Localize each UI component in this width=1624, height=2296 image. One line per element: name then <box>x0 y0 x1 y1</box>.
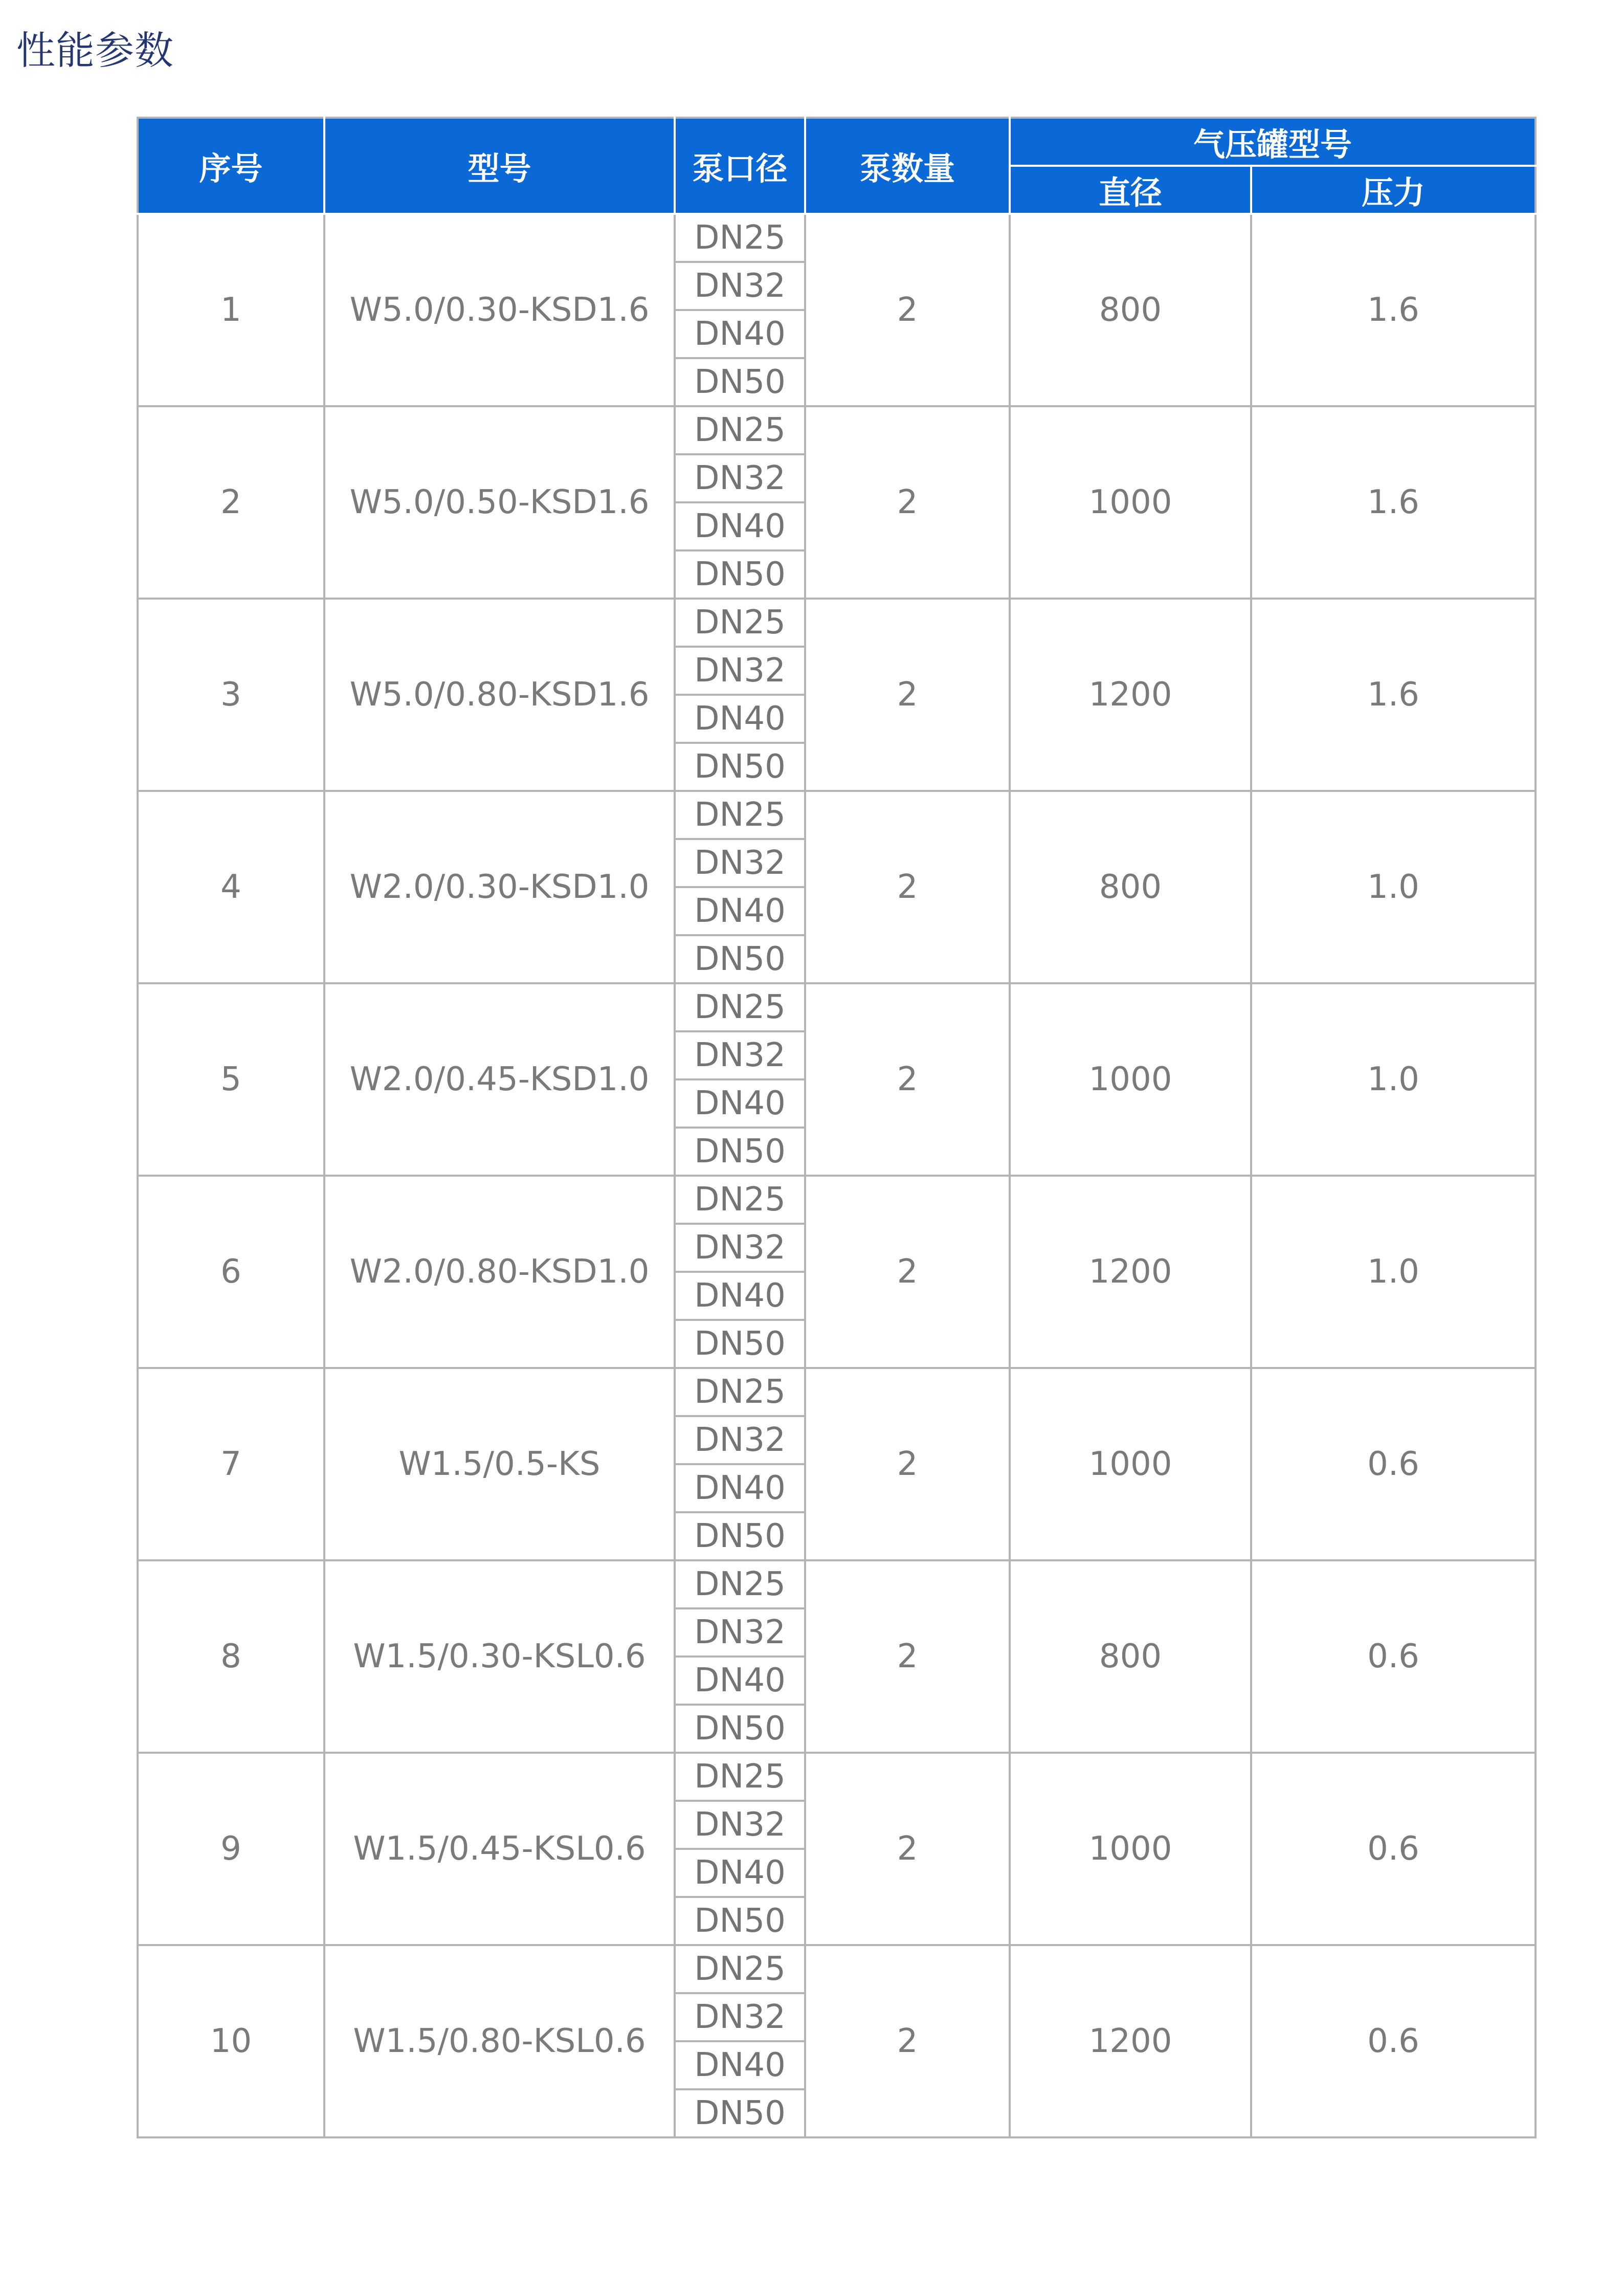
cell-index: 9 <box>138 1753 324 1945</box>
cell-pump-count: 2 <box>805 1945 1010 2137</box>
cell-tank-pressure: 0.6 <box>1251 1368 1536 1560</box>
cell-pump-outlet: DN32 <box>675 1993 805 2041</box>
page-title: 性能参数 <box>16 28 174 73</box>
cell-pump-outlet: DN50 <box>675 1320 805 1368</box>
cell-pump-count: 2 <box>805 1753 1010 1945</box>
cell-pump-outlet: DN40 <box>675 1657 805 1705</box>
cell-pump-count: 2 <box>805 983 1010 1176</box>
cell-pump-outlet: DN25 <box>675 1560 805 1608</box>
cell-pump-count: 2 <box>805 406 1010 599</box>
table-row <box>138 791 1536 839</box>
cell-model: W2.0/0.30-KSD1.0 <box>324 791 675 983</box>
cell-tank-diameter: 800 <box>1010 791 1251 983</box>
cell-pump-outlet: DN25 <box>675 791 805 839</box>
cell-pump-outlet: DN40 <box>675 1849 805 1897</box>
cell-pump-outlet: DN32 <box>675 1031 805 1079</box>
cell-tank-diameter: 1000 <box>1010 1753 1251 1945</box>
header-tank-pressure: 压力 <box>1251 166 1536 214</box>
cell-tank-pressure: 1.6 <box>1251 214 1536 406</box>
cell-pump-outlet: DN40 <box>675 1079 805 1128</box>
cell-index: 3 <box>138 599 324 791</box>
cell-model: W1.5/0.5-KS <box>324 1368 675 1560</box>
cell-pump-outlet: DN50 <box>675 935 805 983</box>
cell-pump-count: 2 <box>805 1368 1010 1560</box>
cell-pump-outlet: DN32 <box>675 1416 805 1464</box>
cell-pump-outlet: DN32 <box>675 1801 805 1849</box>
cell-tank-pressure: 1.0 <box>1251 791 1536 983</box>
cell-pump-outlet: DN40 <box>675 2041 805 2089</box>
cell-pump-outlet: DN40 <box>675 695 805 743</box>
header-tank-group: 气压罐型号 <box>1010 118 1536 166</box>
cell-model: W1.5/0.80-KSL0.6 <box>324 1945 675 2137</box>
cell-pump-outlet: DN50 <box>675 743 805 791</box>
table-row <box>138 599 1536 647</box>
cell-tank-diameter: 800 <box>1010 214 1251 406</box>
cell-pump-outlet: DN50 <box>675 1512 805 1560</box>
cell-pump-outlet: DN32 <box>675 1224 805 1272</box>
cell-model: W5.0/0.80-KSD1.6 <box>324 599 675 791</box>
cell-model: W1.5/0.30-KSL0.6 <box>324 1560 675 1753</box>
table-row <box>138 1753 1536 1801</box>
cell-pump-outlet: DN50 <box>675 1897 805 1945</box>
cell-tank-diameter: 800 <box>1010 1560 1251 1753</box>
cell-model: W1.5/0.45-KSL0.6 <box>324 1753 675 1945</box>
performance-table <box>137 117 1537 2138</box>
cell-pump-outlet: DN50 <box>675 358 805 406</box>
cell-pump-outlet: DN40 <box>675 502 805 550</box>
cell-pump-count: 2 <box>805 791 1010 983</box>
cell-pump-count: 2 <box>805 214 1010 406</box>
cell-pump-outlet: DN25 <box>675 1945 805 1993</box>
table-row <box>138 1176 1536 1224</box>
cell-pump-outlet: DN40 <box>675 1464 805 1512</box>
cell-pump-outlet: DN40 <box>675 1272 805 1320</box>
cell-pump-count: 2 <box>805 1176 1010 1368</box>
table-header <box>138 118 1536 214</box>
cell-model: W2.0/0.45-KSD1.0 <box>324 983 675 1176</box>
cell-pump-outlet: DN50 <box>675 1705 805 1753</box>
cell-pump-outlet: DN25 <box>675 1368 805 1416</box>
cell-pump-outlet: DN32 <box>675 262 805 310</box>
cell-pump-count: 2 <box>805 599 1010 791</box>
cell-index: 6 <box>138 1176 324 1368</box>
cell-index: 8 <box>138 1560 324 1753</box>
cell-tank-pressure: 1.0 <box>1251 983 1536 1176</box>
cell-pump-outlet: DN32 <box>675 647 805 695</box>
cell-pump-outlet: DN25 <box>675 406 805 454</box>
header-pump-outlet: 泵口径 <box>675 118 805 214</box>
cell-index: 2 <box>138 406 324 599</box>
table-row <box>138 1945 1536 1993</box>
cell-tank-pressure: 1.6 <box>1251 599 1536 791</box>
cell-tank-pressure: 0.6 <box>1251 1945 1536 2137</box>
cell-pump-outlet: DN50 <box>675 1128 805 1176</box>
cell-pump-outlet: DN25 <box>675 1176 805 1224</box>
table-row <box>138 1368 1536 1416</box>
header-pump-count: 泵数量 <box>805 118 1010 214</box>
cell-index: 5 <box>138 983 324 1176</box>
header-index: 序号 <box>138 118 324 214</box>
cell-pump-outlet: DN32 <box>675 454 805 502</box>
table-body <box>138 214 1536 2137</box>
cell-pump-count: 2 <box>805 1560 1010 1753</box>
table-row <box>138 1560 1536 1608</box>
table-row <box>138 406 1536 454</box>
cell-model: W5.0/0.30-KSD1.6 <box>324 214 675 406</box>
cell-pump-outlet: DN25 <box>675 983 805 1031</box>
cell-index: 7 <box>138 1368 324 1560</box>
cell-tank-diameter: 1000 <box>1010 983 1251 1176</box>
cell-tank-diameter: 1200 <box>1010 1945 1251 2137</box>
cell-tank-diameter: 1000 <box>1010 1368 1251 1560</box>
cell-pump-outlet: DN25 <box>675 599 805 647</box>
cell-pump-outlet: DN32 <box>675 1608 805 1657</box>
cell-pump-outlet: DN40 <box>675 310 805 358</box>
cell-pump-outlet: DN32 <box>675 839 805 887</box>
cell-tank-diameter: 1000 <box>1010 406 1251 599</box>
cell-tank-diameter: 1200 <box>1010 1176 1251 1368</box>
cell-index: 1 <box>138 214 324 406</box>
table-row <box>138 214 1536 262</box>
cell-tank-diameter: 1200 <box>1010 599 1251 791</box>
cell-model: W5.0/0.50-KSD1.6 <box>324 406 675 599</box>
header-tank-diameter: 直径 <box>1010 166 1251 214</box>
cell-pump-outlet: DN50 <box>675 550 805 599</box>
cell-tank-pressure: 1.0 <box>1251 1176 1536 1368</box>
cell-tank-pressure: 1.6 <box>1251 406 1536 599</box>
cell-tank-pressure: 0.6 <box>1251 1753 1536 1945</box>
cell-index: 10 <box>138 1945 324 2137</box>
cell-pump-outlet: DN40 <box>675 887 805 935</box>
cell-pump-outlet: DN25 <box>675 1753 805 1801</box>
cell-tank-pressure: 0.6 <box>1251 1560 1536 1753</box>
header-model: 型号 <box>324 118 675 214</box>
cell-index: 4 <box>138 791 324 983</box>
cell-pump-outlet: DN25 <box>675 214 805 262</box>
cell-model: W2.0/0.80-KSD1.0 <box>324 1176 675 1368</box>
table-row <box>138 983 1536 1031</box>
cell-pump-outlet: DN50 <box>675 2089 805 2137</box>
